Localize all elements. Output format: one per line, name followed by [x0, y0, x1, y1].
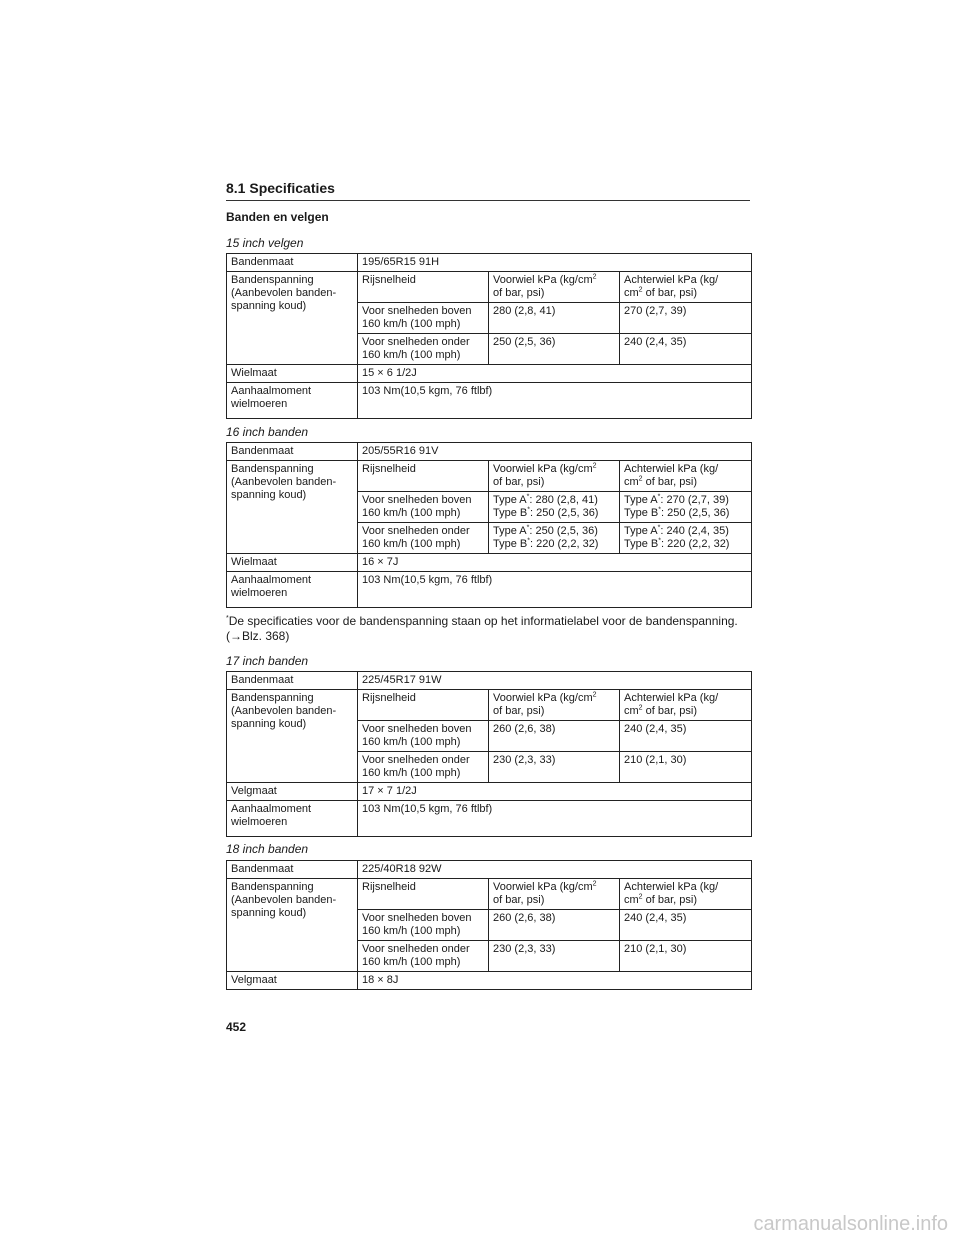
table-caption-15: 15 inch velgen [226, 236, 304, 250]
wheel-value: 18 × 8J [358, 972, 752, 990]
torque-value: 103 Nm(10,5 kgm, 76 ftlbf) [358, 801, 752, 837]
table-row [227, 461, 752, 492]
row-above-rear: 240 (2,4, 35) [620, 721, 752, 752]
arrow-icon: → [230, 629, 242, 643]
wheel-label: Velgmaat [227, 783, 358, 801]
wheel-label: Wielmaat [227, 365, 358, 383]
page-reference-link[interactable]: Blz. 368) [242, 629, 290, 643]
wheel-value: 17 × 7 1/2J [358, 783, 752, 801]
size-label: Bandenmaat [227, 861, 358, 879]
spec-table-15 [226, 253, 752, 419]
rear-header: Achterwiel kPa (kg/ $cm^2$ of bar, psi) [620, 879, 752, 910]
pressure-label: Bandenspanning (Aanbevolen banden-spanning koud) [227, 461, 358, 554]
row-below-rear: 210 (2,1, 30) [620, 752, 752, 783]
pressure-label: Bandenspanning (Aanbevolen banden-spanning koud) [227, 690, 358, 783]
page-number: 452 [226, 1020, 247, 1034]
torque-label: Aanhaalmoment wielmoeren [227, 572, 358, 608]
row-above-label: Voor snelheden boven 160 km/h (100 mph) [358, 303, 489, 334]
table-row [227, 365, 752, 383]
wheel-value: 16 × 7J [358, 554, 752, 572]
pressure-label: Bandenspanning (Aanbevolen banden-spanning koud) [227, 272, 358, 365]
row-above-label: Voor snelheden boven 160 km/h (100 mph) [358, 910, 489, 941]
size-value: 195/65R15 91H [358, 254, 752, 272]
row-above-front: 260 (2,6, 38) [489, 721, 620, 752]
table-caption-16: 16 inch banden [226, 425, 309, 439]
row-below-front: 230 (2,3, 33) [489, 941, 620, 972]
size-label: Bandenmaat [227, 254, 358, 272]
wheel-label: Wielmaat [227, 554, 358, 572]
speed-header: Rijsnelheid [358, 690, 489, 721]
front-header: Voorwiel kPa ($kg/cm^2$ of bar, psi) [489, 879, 620, 910]
table-caption-17: 17 inch banden [226, 654, 309, 668]
torque-label: Aanhaalmoment wielmoeren [227, 801, 358, 837]
wheel-label: Velgmaat [227, 972, 358, 990]
row-below-front: Type A*: 250 (2,5, 36) Type B*: 220 (2,2, 32) [489, 523, 620, 554]
front-header: Voorwiel kPa ($kg/cm^2$ of bar, psi) [489, 690, 620, 721]
spec-table-18 [226, 860, 752, 990]
row-above-front: Type A*: 280 (2,8, 41) Type B*: 250 (2,5, 36) [489, 492, 620, 523]
row-below-label: Voor snelheden onder 160 km/h (100 mph) [358, 523, 489, 554]
row-above-label: Voor snelheden boven 160 km/h (100 mph) [358, 492, 489, 523]
table-row [227, 972, 752, 990]
speed-header: Rijsnelheid [358, 272, 489, 303]
table-row [227, 572, 752, 608]
row-below-front: 250 (2,5, 36) [489, 334, 620, 365]
row-above-front: 260 (2,6, 38) [489, 910, 620, 941]
rear-header: Achterwiel kPa (kg/ $cm^2$ of bar, psi) [620, 690, 752, 721]
rear-header: Achterwiel kPa (kg/ $cm^2$ of bar, psi) [620, 272, 752, 303]
table-row [227, 443, 752, 461]
table-row [227, 672, 752, 690]
rear-header: Achterwiel kPa (kg/ $cm^2$ of bar, psi) [620, 461, 752, 492]
speed-header: Rijsnelheid [358, 461, 489, 492]
section-header: 8.1 Specificaties [226, 180, 750, 201]
table-row [227, 783, 752, 801]
size-value: 225/45R17 91W [358, 672, 752, 690]
table-row [227, 272, 752, 303]
page-heading: Banden en velgen [226, 210, 329, 224]
wheel-value: 15 × 6 1/2J [358, 365, 752, 383]
row-above-rear: Type A*: 270 (2,7, 39) Type B*: 250 (2,5, 36) [620, 492, 752, 523]
row-below-label: Voor snelheden onder 160 km/h (100 mph) [358, 752, 489, 783]
size-label: Bandenmaat [227, 672, 358, 690]
spec-table-16 [226, 442, 752, 608]
table-caption-18: 18 inch banden [226, 842, 309, 856]
pressure-label: Bandenspanning (Aanbevolen banden-spanning koud) [227, 879, 358, 972]
table-row [227, 383, 752, 419]
row-below-front: 230 (2,3, 33) [489, 752, 620, 783]
table-row [227, 801, 752, 837]
table-row [227, 254, 752, 272]
footnote: *De specificaties voor de bandenspanning staan op het informatielabel voor de bandenspanning. (→Blz. 368) [226, 614, 738, 643]
torque-value: 103 Nm(10,5 kgm, 76 ftlbf) [358, 383, 752, 419]
row-below-rear: 210 (2,1, 30) [620, 941, 752, 972]
row-below-label: Voor snelheden onder 160 km/h (100 mph) [358, 334, 489, 365]
watermark: carmanualsonline.info [753, 1213, 948, 1235]
row-above-rear: 240 (2,4, 35) [620, 910, 752, 941]
speed-header: Rijsnelheid [358, 879, 489, 910]
row-below-rear: 240 (2,4, 35) [620, 334, 752, 365]
row-below-rear: Type A*: 240 (2,4, 35) Type B*: 220 (2,2, 32) [620, 523, 752, 554]
row-below-label: Voor snelheden onder 160 km/h (100 mph) [358, 941, 489, 972]
size-value: 225/40R18 92W [358, 861, 752, 879]
table-row [227, 690, 752, 721]
front-header: Voorwiel kPa ($kg/cm^2$ of bar, psi) [489, 272, 620, 303]
front-header: Voorwiel kPa ($kg/cm^2$ of bar, psi) [489, 461, 620, 492]
torque-value: 103 Nm(10,5 kgm, 76 ftlbf) [358, 572, 752, 608]
table-row [227, 861, 752, 879]
table-row [227, 879, 752, 910]
row-above-rear: 270 (2,7, 39) [620, 303, 752, 334]
size-label: Bandenmaat [227, 443, 358, 461]
spec-table-17 [226, 671, 752, 837]
torque-label: Aanhaalmoment wielmoeren [227, 383, 358, 419]
table-row [227, 554, 752, 572]
row-above-label: Voor snelheden boven 160 km/h (100 mph) [358, 721, 489, 752]
size-value: 205/55R16 91V [358, 443, 752, 461]
row-above-front: 280 (2,8, 41) [489, 303, 620, 334]
